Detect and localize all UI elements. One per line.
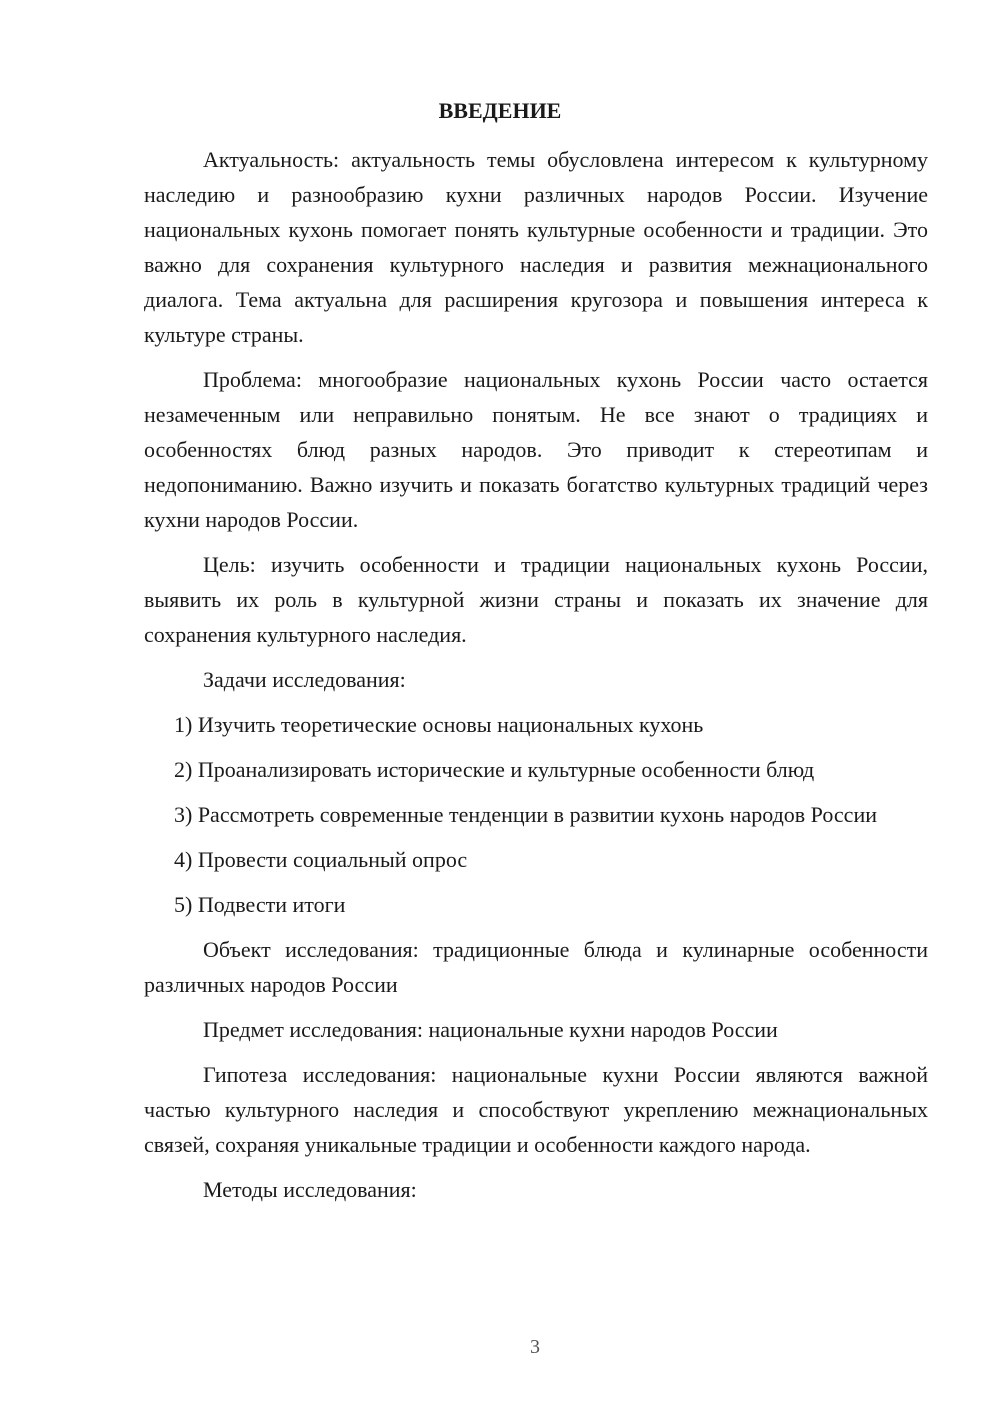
paragraph-methods: Методы исследования: xyxy=(203,1177,417,1202)
paragraph-tasks-heading: Задачи исследования: xyxy=(203,667,406,692)
task-item: 5) Подвести итоги xyxy=(174,892,346,917)
paragraph-object: Объект исследования: традиционные блюда и кулинарные особенности различных народов России xyxy=(144,937,928,997)
paragraph-relevance: Актуальность: актуальность темы обусловлена интересом к культурному наследию и разнообразию кухни различных народов России. Изучение национальных кухонь помогает понять культурные особенности и традиции. Это важно для сохранения культурного наследия и развития межнационального диалога. Тема актуальна для расширения кругозора и повышения интереса к культуре страны. xyxy=(144,147,928,347)
section-title: ВВЕДЕНИЕ xyxy=(438,98,562,123)
paragraph-hypothesis: Гипотеза исследования: национальные кухни России являются важной частью культурного наследия и способствуют укреплению межнациональных связей, сохраняя уникальные традиции и особенности каждого народа. xyxy=(144,1062,928,1157)
document-body xyxy=(144,142,928,1207)
paragraph-subject: Предмет исследования: национальные кухни народов России xyxy=(203,1017,778,1042)
paragraph-goal: Цель: изучить особенности и традиции национальных кухонь России, выявить их роль в культурной жизни страны и показать их значение для сохранения культурного наследия. xyxy=(144,552,928,647)
page-number: 3 xyxy=(530,1336,540,1358)
task-item: 3) Рассмотреть современные тенденции в развитии кухонь народов России xyxy=(174,802,877,827)
paragraph-problem: Проблема: многообразие национальных кухонь России часто остается незамеченным или неправильно понятым. Не все знают о традициях и особенностях блюд разных народов. Это приводит к стереотипам и недопониманию. Важно изучить и показать богатство культурных традиций через кухни народов России. xyxy=(144,367,928,532)
task-item: 2) Проанализировать исторические и культурные особенности блюд xyxy=(174,757,815,782)
task-item: 4) Провести социальный опрос xyxy=(174,847,468,872)
task-item: 1) Изучить теоретические основы национальных кухонь xyxy=(174,712,704,737)
